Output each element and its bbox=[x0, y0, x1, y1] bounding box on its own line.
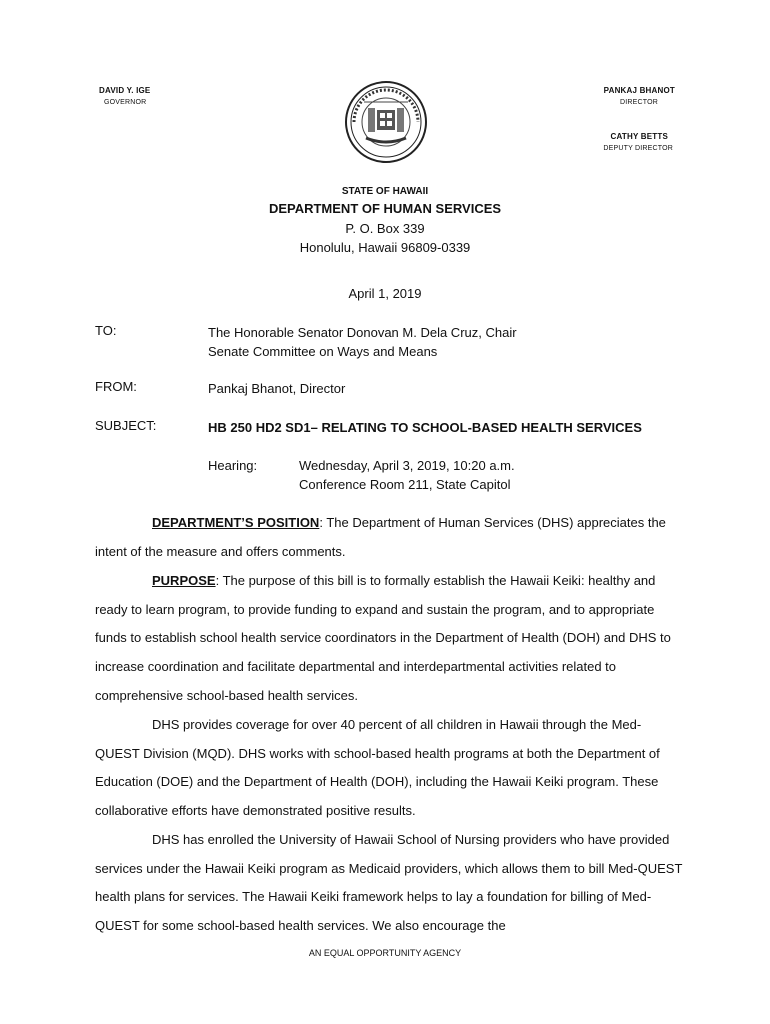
purpose-text: : The purpose of this bill is to formally establish the Hawaii Keiki: healthy and ready to learn program, to provide funding to expand and sustain the program, and to appropriate funds to establish school health service coordinators in the Department of Health (DOH) and DHS to increase coordination and facilitate departmental and interdepartmental activities related to comprehensive school-based health services. bbox=[95, 573, 671, 703]
from-label: FROM: bbox=[95, 379, 137, 394]
department-name: DEPARTMENT OF HUMAN SERVICES bbox=[268, 201, 502, 216]
state-name: STATE OF HAWAII bbox=[341, 186, 429, 197]
subject-value: HB 250 HD2 SD1– RELATING TO SCHOOL-BASED HEALTH SERVICES bbox=[208, 420, 642, 435]
footer-agency-statement: AN EQUAL OPPORTUNITY AGENCY bbox=[308, 948, 462, 958]
to-line-2: Senate Committee on Ways and Means bbox=[208, 344, 438, 359]
memo-date: April 1, 2019 bbox=[348, 286, 422, 301]
from-value: Pankaj Bhanot, Director bbox=[208, 381, 346, 396]
governor-title: GOVERNOR bbox=[104, 99, 147, 106]
address-line-1: P. O. Box 339 bbox=[345, 221, 425, 236]
hearing-line-2: Conference Room 211, State Capitol bbox=[299, 477, 511, 492]
governor-name: DAVID Y. IGE bbox=[99, 86, 151, 95]
address-line-2: Honolulu, Hawaii 96809-0339 bbox=[299, 240, 471, 255]
purpose-paragraph bbox=[95, 567, 685, 711]
department-position-paragraph bbox=[95, 509, 685, 566]
to-line-1: The Honorable Senator Donovan M. Dela Cruz, Chair bbox=[208, 325, 517, 340]
deputy-director-name: CATHY BETTS bbox=[610, 132, 668, 141]
purpose-heading: PURPOSE bbox=[152, 573, 216, 588]
hearing-line-1: Wednesday, April 3, 2019, 10:20 a.m. bbox=[299, 458, 515, 473]
coverage-paragraph: DHS provides coverage for over 40 percent of all children in Hawaii through the Med-QUEST Division (MQD). DHS works with school-based health programs at both the Department of Education (DOE) and the Department of Health (DOH), including the Hawaii Keiki program. These collaborative efforts have demonstrated positive results. bbox=[95, 717, 660, 819]
subject-label: SUBJECT: bbox=[95, 418, 157, 433]
enrollment-paragraph: DHS has enrolled the University of Hawaii School of Nursing providers who have provided services under the Hawaii Keiki program as Medicaid providers, which allows them to bill Med-QUEST health plans for services. The Hawaii Keiki framework helps to lay a foundation for billing of Med-QUEST for some school-based health services. We also encourage the bbox=[95, 832, 683, 934]
director-title: DIRECTOR bbox=[619, 99, 658, 106]
to-label: TO: bbox=[95, 323, 117, 338]
director-name: PANKAJ BHANOT bbox=[603, 86, 675, 95]
state-seal-icon bbox=[344, 80, 428, 164]
department-position-text: : The Department of Human Services (DHS) appreciates the intent of the measure and offers comments. bbox=[95, 515, 666, 559]
department-position-heading: DEPARTMENT’S POSITION bbox=[152, 515, 320, 530]
hearing-label: Hearing: bbox=[208, 458, 258, 473]
deputy-director-title: DEPUTY DIRECTOR bbox=[603, 145, 673, 152]
